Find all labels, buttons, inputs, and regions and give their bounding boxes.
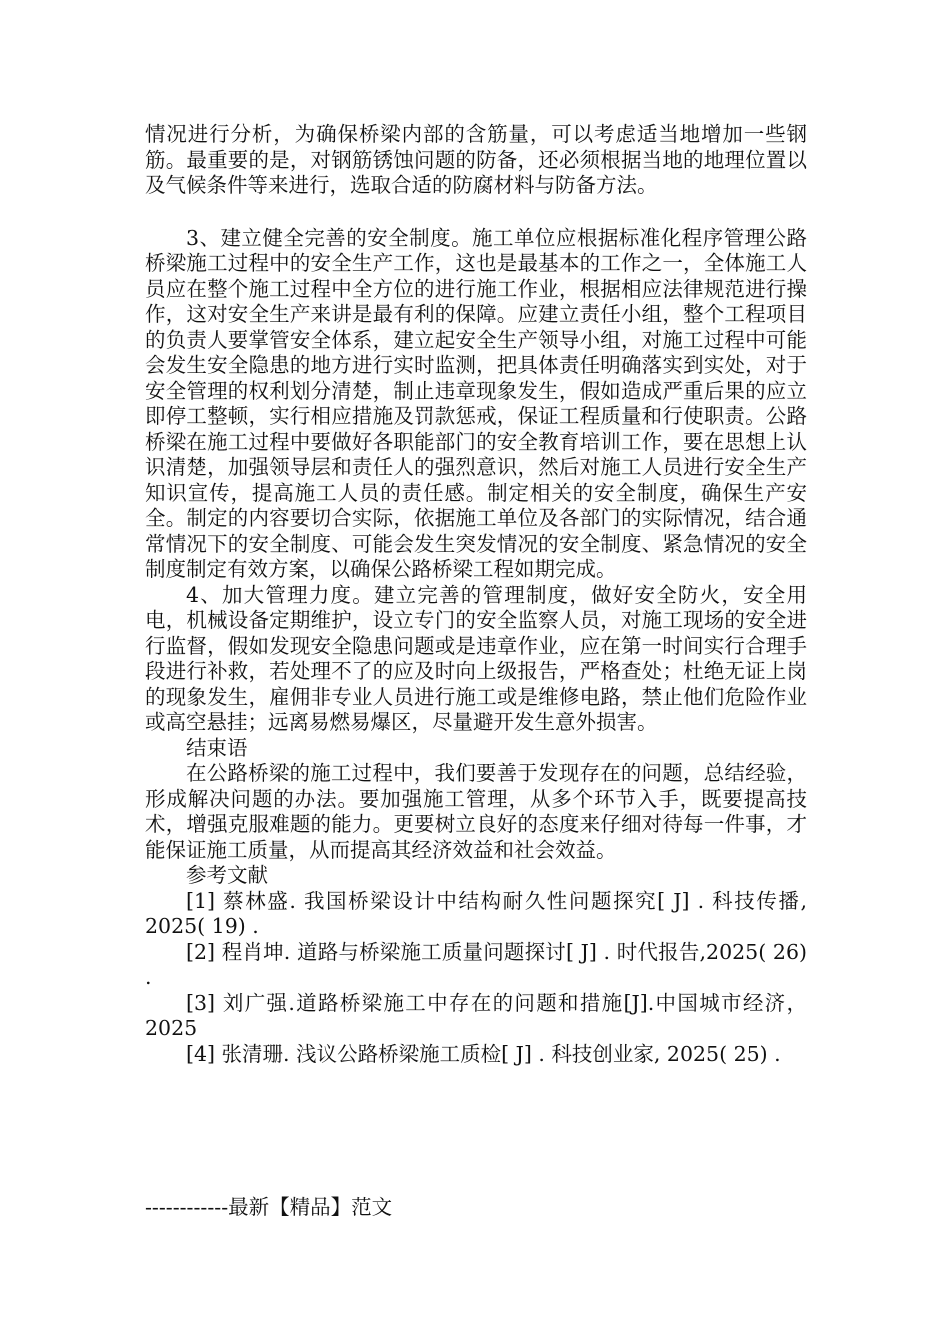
- references-heading: 参考文献: [186, 863, 268, 887]
- reference-item-1: [1] 蔡林盛. 我国桥梁设计中结构耐久性问题探究[ J] . 科技传播, 2025( 19) .: [145, 888, 807, 938]
- paragraph-safety-system: 3、建立健全完善的安全制度。施工单位应根据标准化程序管理公路桥梁施工过程中的安全生产工作，这也是最基本的工作之一，全体施工人员应在整个施工过程中全方位的进行施工作业，根据相应法律规范进行操作，这对安全生产来讲是最有利的保障。应建立责任小组，整个工程项目的负责人要掌管安全体系，建立起安全生产领导小组，对施工过程中可能会发生安全隐患的地方进行实时监测，把具体责任明确落实到实处，对于安全管理的权利划分清楚，制止违章现象发生，假如造成严重后果的应立即停工整顿，实行相应措施及罚款惩戒，保证工程质量和行使职责。公路桥梁在施工过程中要做好各职能部门的安全教育培训工作，要在思想上认识清楚，加强领导层和责任人的强烈意识，然后对施工人员进行安全生产知识宣传，提高施工人员的责任感。制定相关的安全制度，确保生产安全。制定的内容要切合实际，依据施工单位及各部门的实际情况，结合通常情况下的安全制度、可能会发生突发情况的安全制度、紧急情况的安全制度制定有效方案，以确保公路桥梁工程如期完成。: [145, 225, 807, 581]
- footer-watermark-text: ------------最新【精品】范文: [145, 1195, 393, 1219]
- paragraph-rebar-corrosion: 情况进行分析，为确保桥梁内部的含筋量，可以考虑适当地增加一些钢筋。最重要的是，对钢筋锈蚀问题的防备，还必须根据当地的地理位置以及气候条件等来进行，选取合适的防腐材料与防备方法。: [145, 122, 807, 197]
- document-body: [145, 122, 807, 1067]
- reference-item-3: [3] 刘广强.道路桥梁施工中存在的问题和措施[J].中国城市经济，2025: [145, 990, 807, 1040]
- conclusion-heading: 结束语: [186, 735, 248, 760]
- reference-item-2: [2] 程肖坤. 道路与桥梁施工质量问题探讨[ J] . 时代报告,2025( 26) .: [145, 939, 807, 989]
- reference-item-4: [4] 张清珊. 浅议公路桥梁施工质检[ J] . 科技创业家, 2025( 25) .: [186, 1041, 781, 1066]
- paragraph-conclusion: 在公路桥梁的施工过程中，我们要善于发现存在的问题，总结经验，形成解决问题的办法。要加强施工管理，从多个环节入手，既要提高技术，增强克服难题的能力。更要树立良好的态度来仔细对待每一件事，才能保证施工质量，从而提高其经济效益和社会效益。: [145, 761, 807, 862]
- paragraph-management: 4、加大管理力度。建立完善的管理制度，做好安全防火，安全用电，机械设备定期维护，设立专门的安全监察人员，对施工现场的安全进行监督，假如发现安全隐患问题或是违章作业，应在第一时间实行合理手段进行补救，若处理不了的应及时向上级报告，严格查处；杜绝无证上岗的现象发生，雇佣非专业人员进行施工或是维修电路，禁止他们危险作业或高空悬挂；远离易燃易爆区，尽量避开发生意外损害。: [145, 582, 807, 734]
